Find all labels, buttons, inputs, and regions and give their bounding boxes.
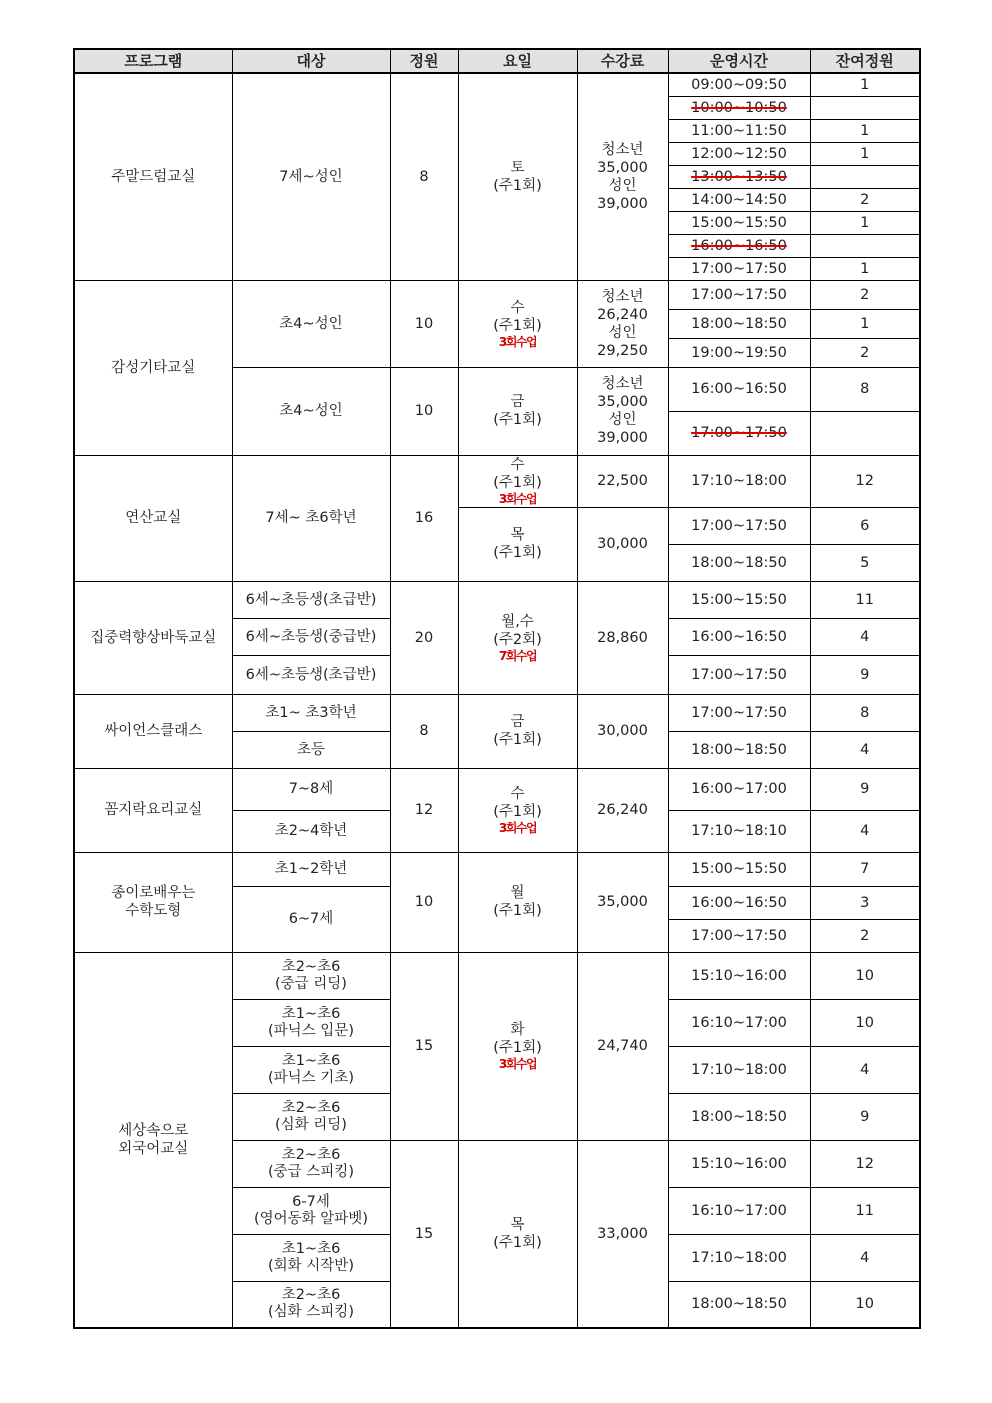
capacity-cell: 16 [390, 455, 458, 581]
fee-cell: 24,740 [577, 952, 668, 1140]
day-label: 화 [510, 1022, 525, 1038]
cancelled-time: 13:00~13:50 [691, 168, 787, 185]
day-cell [458, 367, 577, 455]
target-grade: 초1~초6 [281, 1052, 341, 1069]
time-cell: 16:10~17:00 [668, 999, 810, 1046]
fee-cell: 30,000 [577, 507, 668, 581]
session-note: 3회수업 [498, 492, 537, 506]
day-label: 월,수 [501, 613, 534, 630]
freq-label: (주1회) [493, 545, 542, 561]
time-cell: 17:10~18:00 [668, 455, 810, 507]
day-label: 수 [510, 786, 525, 802]
cancelled-time: 17:00~17:50 [691, 425, 787, 441]
fee-youth-value: 35,000 [597, 394, 648, 410]
remaining-cell: 8 [810, 367, 920, 411]
day-cell [458, 768, 577, 852]
fee-adult-label: 성인 [608, 324, 637, 341]
remaining-cell: 12 [810, 1140, 920, 1187]
schedule-table [73, 48, 921, 1329]
fee-adult-value: 29,250 [597, 342, 648, 359]
remaining-cell: 11 [810, 581, 920, 618]
remaining-cell: 7 [810, 852, 920, 886]
remaining-cell: 2 [810, 338, 920, 367]
capacity-cell: 10 [390, 280, 458, 367]
day-cell [458, 852, 577, 952]
time-cell: 16:00~16:50 [668, 886, 810, 919]
program-name: 주말드럼교실 [74, 73, 232, 280]
target-course: (파닉스 입문) [268, 1022, 354, 1039]
remaining-cell: 2 [810, 280, 920, 309]
fee-adult-label: 성인 [608, 412, 637, 428]
fee-youth-label: 청소년 [601, 141, 644, 158]
table-row [74, 280, 920, 309]
remaining-cell: 12 [810, 455, 920, 507]
time-cell: 17:10~18:10 [668, 810, 810, 852]
target-cell: 7~8세 [232, 768, 390, 810]
remaining-cell: 4 [810, 810, 920, 852]
time-cell: 16:10~17:00 [668, 1187, 810, 1234]
target-cell: 초1~2학년 [232, 852, 390, 886]
program-name: 연산교실 [74, 455, 232, 581]
capacity-cell: 8 [390, 694, 458, 768]
target-cell: 초4~성인 [232, 367, 390, 455]
freq-label: (주1회) [493, 732, 542, 748]
remaining-cell: 9 [810, 655, 920, 694]
day-label: 토 [510, 159, 525, 176]
target-cell [232, 952, 390, 999]
cancelled-time: 16:00~16:50 [691, 237, 787, 254]
target-cell: 6세~초등생(초급반) [232, 581, 390, 618]
capacity-cell: 15 [390, 952, 458, 1140]
remaining-cell: 1 [810, 119, 920, 142]
remaining-cell: 10 [810, 999, 920, 1046]
time-cell: 17:00~17:50 [668, 694, 810, 731]
session-note: 7회수업 [498, 648, 537, 663]
table-row [74, 581, 920, 618]
day-cell [458, 507, 577, 581]
target-grade: 초2~초6 [281, 1146, 341, 1163]
target-course: (영어동화 알파벳) [254, 1210, 368, 1227]
header-program: 프로그램 [74, 49, 232, 73]
target-cell: 7세~ 초6학년 [232, 455, 390, 581]
program-name: 감성기타교실 [74, 280, 232, 455]
target-course: (중급 스피킹) [268, 1163, 354, 1180]
target-grade: 초2~초6 [281, 1099, 341, 1116]
remaining-cell [810, 165, 920, 188]
time-cell: 19:00~19:50 [668, 338, 810, 367]
fee-cell: 28,860 [577, 581, 668, 694]
program-name-line1: 종이로배우는 [111, 885, 196, 901]
time-cell: 15:10~16:00 [668, 952, 810, 999]
header-capacity: 정원 [390, 49, 458, 73]
time-cell-cancelled [668, 234, 810, 257]
table-row [74, 694, 920, 731]
header-fee: 수강료 [577, 49, 668, 73]
time-cell: 12:00~12:50 [668, 142, 810, 165]
header-target: 대상 [232, 49, 390, 73]
fee-adult-value: 39,000 [597, 195, 648, 212]
freq-label: (주1회) [493, 317, 542, 334]
remaining-cell [810, 96, 920, 119]
capacity-cell: 15 [390, 1140, 458, 1328]
freq-label: (주1회) [493, 804, 542, 820]
remaining-cell: 5 [810, 544, 920, 581]
day-cell [458, 1140, 577, 1328]
target-cell: 초등 [232, 731, 390, 768]
program-name: 꼼지락요리교실 [74, 768, 232, 852]
time-cell: 18:00~18:50 [668, 1093, 810, 1140]
fee-youth-value: 26,240 [597, 306, 648, 323]
time-cell: 16:00~17:00 [668, 768, 810, 810]
freq-label: (주1회) [493, 903, 542, 919]
remaining-cell: 9 [810, 768, 920, 810]
remaining-cell: 8 [810, 694, 920, 731]
capacity-cell: 10 [390, 367, 458, 455]
header-time: 운영시간 [668, 49, 810, 73]
time-cell: 17:00~17:50 [668, 257, 810, 280]
target-cell: 초1~ 초3학년 [232, 694, 390, 731]
remaining-cell: 6 [810, 507, 920, 544]
session-note: 3회수업 [498, 334, 537, 349]
target-grade: 초2~초6 [281, 1287, 341, 1304]
remaining-cell: 1 [810, 73, 920, 96]
target-course: (회화 시작반) [268, 1257, 354, 1274]
capacity-cell: 10 [390, 852, 458, 952]
time-cell: 15:10~16:00 [668, 1140, 810, 1187]
target-cell: 7세~성인 [232, 73, 390, 280]
session-note: 3회수업 [498, 1057, 537, 1071]
day-cell [458, 581, 577, 694]
remaining-cell: 1 [810, 257, 920, 280]
fee-cell: 35,000 [577, 852, 668, 952]
table-row [74, 852, 920, 886]
target-cell: 6세~초등생(초급반) [232, 655, 390, 694]
target-grade: 초1~초6 [281, 1005, 341, 1022]
fee-adult-label: 성인 [608, 177, 637, 194]
day-cell [458, 952, 577, 1140]
fee-cell: 26,240 [577, 768, 668, 852]
remaining-cell: 1 [810, 211, 920, 234]
remaining-cell: 3 [810, 886, 920, 919]
program-name [74, 852, 232, 952]
fee-adult-value: 39,000 [597, 430, 648, 446]
time-cell: 14:00~14:50 [668, 188, 810, 211]
remaining-cell: 11 [810, 1187, 920, 1234]
time-cell: 15:00~15:50 [668, 211, 810, 234]
day-label: 목 [510, 527, 525, 543]
time-cell: 09:00~09:50 [668, 73, 810, 96]
table-row [74, 952, 920, 999]
time-cell: 16:00~16:50 [668, 367, 810, 411]
header-remaining: 잔여정원 [810, 49, 920, 73]
table-row [74, 455, 920, 507]
capacity-cell: 12 [390, 768, 458, 852]
cancelled-time: 10:00~10:50 [691, 99, 787, 116]
target-cell [232, 1234, 390, 1281]
remaining-cell: 2 [810, 188, 920, 211]
time-cell-cancelled [668, 411, 810, 455]
capacity-cell: 8 [390, 73, 458, 280]
time-cell-cancelled [668, 165, 810, 188]
target-grade: 초2~초6 [281, 958, 341, 975]
time-cell: 16:00~16:50 [668, 618, 810, 655]
remaining-cell: 10 [810, 952, 920, 999]
remaining-cell: 2 [810, 919, 920, 952]
target-course: (파닉스 기초) [268, 1069, 354, 1086]
time-cell: 17:00~17:50 [668, 919, 810, 952]
header-day: 요일 [458, 49, 577, 73]
day-label: 수 [510, 299, 525, 316]
remaining-cell: 10 [810, 1281, 920, 1328]
fee-cell: 33,000 [577, 1140, 668, 1328]
day-label: 수 [510, 457, 525, 473]
table-row [74, 768, 920, 810]
fee-youth-label: 청소년 [601, 288, 644, 305]
program-name: 집중력향상바둑교실 [74, 581, 232, 694]
program-name-line2: 수학도형 [125, 903, 182, 919]
target-cell [232, 1140, 390, 1187]
fee-youth-value: 35,000 [597, 159, 648, 176]
target-course: (심화 스피킹) [268, 1304, 354, 1321]
time-cell: 11:00~11:50 [668, 119, 810, 142]
target-course: (심화 리딩) [275, 1116, 347, 1133]
time-cell: 17:00~17:50 [668, 507, 810, 544]
remaining-cell: 4 [810, 731, 920, 768]
fee-cell [577, 280, 668, 367]
program-name-line2: 외국어교실 [118, 1140, 189, 1157]
day-label: 목 [510, 1216, 525, 1233]
time-cell: 15:00~15:50 [668, 581, 810, 618]
freq-label: (주1회) [493, 177, 542, 194]
target-cell: 6세~초등생(중급반) [232, 618, 390, 655]
time-cell: 18:00~18:50 [668, 309, 810, 338]
target-cell [232, 1187, 390, 1234]
time-cell: 17:10~18:00 [668, 1234, 810, 1281]
target-cell [232, 1281, 390, 1328]
day-label: 금 [510, 714, 525, 730]
freq-label: (주2회) [493, 631, 542, 648]
freq-label: (주1회) [493, 475, 542, 491]
time-cell: 18:00~18:50 [668, 544, 810, 581]
day-cell [458, 280, 577, 367]
remaining-cell: 1 [810, 142, 920, 165]
fee-youth-label: 청소년 [601, 376, 644, 392]
time-cell: 17:00~17:50 [668, 655, 810, 694]
target-grade: 6-7세 [292, 1193, 330, 1210]
day-cell [458, 694, 577, 768]
fee-cell: 22,500 [577, 455, 668, 507]
fee-cell: 30,000 [577, 694, 668, 768]
session-note: 3회수업 [498, 821, 537, 835]
time-cell: 17:10~18:00 [668, 1046, 810, 1093]
capacity-cell: 20 [390, 581, 458, 694]
freq-label: (주1회) [493, 412, 542, 428]
program-name-line1: 세상속으로 [118, 1122, 189, 1139]
program-name [74, 952, 232, 1328]
remaining-cell [810, 411, 920, 455]
target-course: (중급 리딩) [275, 975, 347, 992]
target-cell [232, 999, 390, 1046]
day-cell [458, 455, 577, 507]
time-cell: 15:00~15:50 [668, 852, 810, 886]
day-label: 금 [510, 394, 525, 410]
target-cell: 초4~성인 [232, 280, 390, 367]
target-cell [232, 1093, 390, 1140]
target-cell: 6~7세 [232, 886, 390, 952]
day-cell [458, 73, 577, 280]
header-row [74, 49, 920, 73]
remaining-cell [810, 234, 920, 257]
table-row [74, 73, 920, 96]
target-cell: 초2~4학년 [232, 810, 390, 852]
remaining-cell: 9 [810, 1093, 920, 1140]
remaining-cell: 4 [810, 618, 920, 655]
time-cell: 18:00~18:50 [668, 1281, 810, 1328]
fee-cell [577, 367, 668, 455]
time-cell: 18:00~18:50 [668, 731, 810, 768]
fee-cell [577, 73, 668, 280]
day-label: 월 [510, 885, 525, 901]
time-cell: 17:00~17:50 [668, 280, 810, 309]
remaining-cell: 4 [810, 1234, 920, 1281]
time-cell-cancelled [668, 96, 810, 119]
program-name: 싸이언스클래스 [74, 694, 232, 768]
freq-label: (주1회) [493, 1040, 542, 1056]
freq-label: (주1회) [493, 1234, 542, 1251]
remaining-cell: 4 [810, 1046, 920, 1093]
remaining-cell: 1 [810, 309, 920, 338]
target-cell [232, 1046, 390, 1093]
target-grade: 초1~초6 [281, 1240, 341, 1257]
